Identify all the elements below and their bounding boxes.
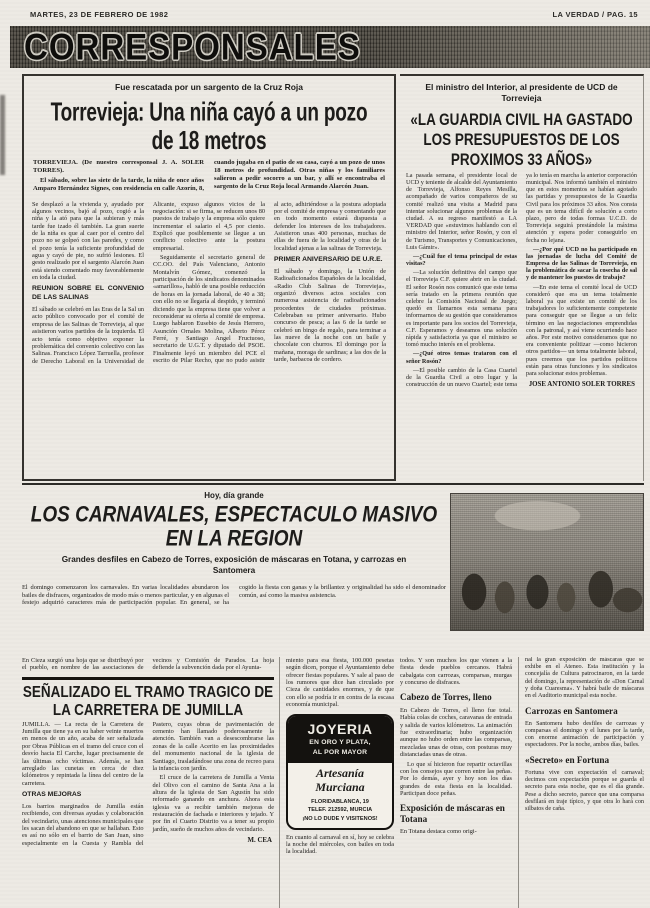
ad-joyeria	[286, 714, 394, 830]
body-paragraph: JUMILLA. — La recta de la Carretera de Jumilla que tiene ya en su haber veinte muertos en menos de un año, acaba de ser señalizada por Obras Públicas en el tramo del cruce con el desvío hacia El Carche, lugar precisamente de las últimas ocho víctimas. Además, se han arreglado las cunetas en cerca de diez kilómetros y repintada la línea del centro de la carretera.	[22, 720, 144, 787]
ad-address-line: FLORIDABLANCA, 19	[311, 799, 369, 806]
column-cabezo	[400, 657, 512, 908]
body-paragraph: En cuanto al carnaval en sí, hoy se celebra la noche del miércoles, con bailes en toda la localidad.	[286, 833, 394, 856]
ad-brand-line: Murciana	[315, 779, 365, 794]
body-paragraph: La pasada semana, el presidente local de UCD y teniente de alcalde del Ayuntamiento de Torrevieja, Alfonso Reyes Mesilla, acompañado de varios compañeros de su comité realizó una visita a Madrid para intentar solucionar algunos problemas de la ciudad. A su regreso manifestó a LA VERDAD que «estuvimos hablando con el ministro del Interior, señor Rosón, y con el de Turismo, Transportes y Comunicaciones, Luis Gámir».	[406, 171, 517, 251]
section-subhead: OTRAS MEJORAS	[22, 790, 82, 798]
body-paragraph: todos. Y son muchos los que vienen a la fiesta desde pueblos cercanos. Habrá cabalgata con carrozas, comparsas, murgas y concurso de disfraces.	[400, 657, 512, 687]
story-body	[32, 201, 386, 475]
page-date: MARTES, 23 DE FEBRERO DE 1982	[30, 10, 169, 19]
body-paragraph: nal la gran exposición de máscaras que se exhibe en el Ateneo. Esta institución y la concejalía de Cultura patrocinaron, en la tarde del domingo, la representación de «Don Carnal y doña Cuaresma». Y habrá baile de máscaras en el Auditorio municipal esta noche.	[525, 657, 644, 699]
body-paragraph: miento para esa fiesta, 100.000 pesetas según dicen, porque el Ayuntamiento debe ofrecer fiestas populares. Y sale al paso de los rumores que dice han circulado por Cieza de cantidades enormes, y de que con ello se podría ir en contra de la escasa economía municipal.	[286, 657, 394, 709]
story-body	[406, 172, 637, 481]
story-jumilla	[22, 683, 274, 903]
body-paragraph: En Santomera hubo desfiles de carrozas y comparsas el domingo y el lunes por la tarde, con enorme animación de participación y espectadores. Por la noche, ambos días, bailes.	[525, 720, 644, 749]
section-banner-title: CORRESPONSALES	[24, 25, 361, 68]
story-headline: SEÑALIZADO EL TRAMO TRAGICO DE LA CARRETERA DE JUMILLA	[22, 682, 274, 718]
byline: JOSE ANTONIO SOLER TORRES	[528, 381, 635, 389]
carnival-columns	[22, 657, 644, 908]
interview-question: —¿Por qué UCD no ha participado en las jornadas de lucha del Comité de Empresa de las Salinas de Torrevieja, en la problemática de sacar la cosecha de sal y de mantener los puestos de trabajo?	[526, 245, 637, 282]
body-paragraph: Fortuna vive con expectación el carnaval; decimos con expectación porque se guarda el secreto para esta noche, que es el día grande. Pese a dicho secreto, parece que una comparsa desfilará en traje típico, y que otra lo hará con silbatos de caña.	[525, 770, 644, 812]
ad-slogan-line: ¡NO LO DUDE Y VISITENOS!	[302, 815, 378, 822]
intro-paragraph: El sábado, sobre las siete de la tarde, la niña de once años Amparo Hernández Signes, con residencia en calle Azorín, 8, cuando jugaba en el patio de su casa, cayó a un pozo de unos 18 metros de profundidad. Otras niñas y los familiares salieron a pedir socorro a un bar, y allí se encontraba el sargento de la Cruz Roja local Armando Alarcón Juan.	[33, 158, 385, 193]
ad-subtitle: EN ORO Y PLATA,	[309, 738, 371, 746]
ad-title: JOYERIA	[307, 720, 373, 737]
ad-subtitle: AL POR MAYOR	[312, 748, 368, 756]
thick-rule	[22, 677, 274, 680]
lead-paragraph: El domingo comenzaron los carnavales. En varias localidades abundaron los bailes de disfraces, organizados de modo más o menos particular, y en algunas el festejo adquirió caracteres más de participación popular. En general, se ha cogido la fiesta con ganas y la brillantez y originalidad ha sido el denominador común, así como la masiva asistencia.	[22, 583, 446, 607]
story-headline: LOS CARNAVALES, ESPECTACULO MASIVO EN LA REGION	[30, 503, 438, 552]
top-stories-row	[22, 74, 644, 481]
page-header	[30, 10, 638, 19]
column-santomera-fortuna	[518, 657, 644, 908]
story-headline: Torrevieja: Una niña cayó a un pozo de 18 metros	[50, 99, 368, 157]
ad-header	[288, 716, 392, 763]
section-carnavales	[22, 483, 644, 905]
story-body	[22, 721, 274, 903]
body-paragraph: Lo que sí hicieron fue repartir octavillas con los consejos que corren entre las peñas. Por lo demás, ayer y hoy son los días grandes de esta fiesta en la localidad. Participan doce peñas.	[400, 760, 512, 797]
column-jumilla	[22, 657, 280, 908]
story-kicker: Hoy, día grande	[204, 491, 264, 500]
section-subhead: PRIMER ANIVERSARIO DE U.R.E.	[274, 256, 383, 264]
section-banner	[10, 26, 650, 68]
cieza-note	[22, 657, 274, 673]
body-paragraph: En Totana destaca como origi-	[400, 828, 477, 836]
story-kicker: El ministro del Interior, al presidente de UCD de Torrevieja	[425, 82, 618, 104]
carnival-header-zone	[22, 491, 644, 653]
section-head-santomera: Carrozas en Santomera	[525, 706, 618, 717]
ad-brand	[288, 763, 392, 797]
body-paragraph: —El posible cambio de la Casa Cuartel de la Guardia Civil a otro lugar y la construcción de un nuevo Cuartel; este tema ya lo tenía en marcha la anterior corporación municipal. Nos informó también el ministro que en estos momentos se habían agotado las partidas y presupuestos de la Guardia Civil para los próximos 33 años. Nos consta que es un tema difícil de solución a corto plazo, pero de todas formas U.C.D. de Torrevieja seguirá prestándole la máxima atención y espera poder conseguirlo en fecha no lejana.	[406, 171, 637, 389]
masthead-page-number: LA VERDAD / PAG. 15	[552, 10, 638, 19]
story-kicker: Fue rescatada por un sargento de la Cruz Roja	[115, 82, 303, 92]
body-paragraph: En Cieza surgió una hoja que se distribuyó por el pueblo, en nombre de las asociaciones de vecinos y Comisión de Parados. La hoja defiende la subvención dada por el Ayunta-	[22, 657, 274, 672]
carnival-crowd-photo	[450, 493, 644, 631]
byline: M. CEA	[247, 837, 272, 845]
body-paragraph: —En este tema el comité local de UCD consideró que era un tema totalmente laboral ya que existe un comité de los trabajadores lo suficientemente competente para conseguir que se llegue a un feliz término en las negociaciones emprendidas con la patronal, y así viene ocurriendo hace años. Por este motivo consideramos que no era conveniente politizar —como hicieron otros partidos— un tema totalmente laboral, pues creemos que los partidos políticos están para otras funciones y los sindicatos para solucionar estos problemas.	[526, 283, 637, 377]
scan-smudge	[0, 95, 5, 175]
story-torrevieja	[22, 74, 396, 481]
ad-address	[288, 796, 392, 827]
story-guardia-civil	[400, 74, 644, 481]
body-paragraph: En Cabezo de Torres, el lleno fue total. Había colas de coches, caravanas de entrada y salida de varios kilómetros. La animación fue extraordinaria; hubo organización aunque no hubo orden entre las comparsas, mezcladas unas de otras, con posturas muy distanciadas unas de otras.	[400, 707, 512, 759]
section-subhead: REUNION SOBRE EL CONVENIO DE LAS SALINAS	[32, 285, 144, 302]
section-head-totana: Exposición de máscaras en Totana	[400, 803, 505, 824]
story-headline: «LA GUARDIA CIVIL HA GASTADO LOS PRESUPUESTOS DE LOS PROXIMOS 33 AÑOS»	[410, 110, 633, 169]
body-paragraph: Seguidamente el secretario general de CC.OO. del País Valenciano, Antonio Montalvín Gómez, comenzó la participación de los sindicatos denominados «amarillos», habló de una posible reducción de horas en la jornada laboral, de 40 a 38; con ello no se llegaría al despido, y terminó diciendo que la empresa tiene que volver a reconsiderar su oferta al comité de empresa. Luego hablaron Eusebio de Jesús Herrero, Asunción Ornales Molina, Alberto Pérez Ferré, y Santiago Angel Fructuoso, secretario de U.G.T. y diputado del PSOE. Finalmente leyó un miembro del PCE el escrito de Pilar Recho, que no pudo asistir al acto, adhiriéndose a la postura adoptada por el comité de empresa y comentando que en todo momento estará dispuesta a defender los intereses de los trabajadores. Asistieron unas 400 personas, muchas de ellas de fuera de la localidad y otras de la localidad ajenas a las salinas de Torrevieja.	[153, 200, 386, 365]
column-ad	[286, 657, 394, 908]
story-lead	[22, 584, 446, 607]
body-paragraph: Se desplazó a la vivienda y, ayudado por algunos vecinos, bajó al pozo, cogió a la niña y la ató para que la subieran y más tarde fue izado él también. La gran suerte de la niña es que al caer por el centro del pozo no se golpeó con las paredes, y como el pozo tenía la suficiente profundidad de agua y cayó de pie, no sufrió lesiones. El gesto realizado por el sargento Alarcón Juan está siendo comentado muy favorablemente en toda la ciudad.	[32, 200, 144, 282]
interview-question: —¿Qué otros temas trataron con el señor Rosón?	[406, 350, 517, 365]
story-intro	[33, 159, 385, 194]
body-paragraph: El sábado se celebró en las Eras de la Sal un acto público convocado por el comité de empresa de las Salinas de Torrevieja, al que asistieron varios partidos de la izquierda. El acto tenía como objetivo exponer la problemática del convenio colectivo con las Salinas. Francisco López Tarruella, profesor de Derecho Laboral en la Universidad de Alicante, expuso algunos vicios de la negociación: si se firma, se reducen unos 80 puestos de trabajo y la empresa sólo quiere incrementar el salario el 4,5 por ciento. Explicó que posiblemente se llegue a un conflicto colectivo ante la postura empresarial.	[32, 200, 265, 365]
ad-phone-line: TELEF. 212592, MURCIA	[307, 807, 373, 814]
body-paragraph: Los barrios marginados de Jumilla están recibiendo, con diversas ayudas y colaboración del vecindario, unas atenciones municipales que les sacan del abandono en que se hallaban. Esto es así no sólo en el barrio de San Juan, sino especialmente en la Cuesta y Rambla del Pastero, cuyas obras de pavimentación de cemento han llamado poderosamente la atención. También van a desescombrarse las zonas de la calle Acerito en las proximidades del monumento nacional de la iglesia de Santiago, trasladándose una zona de recreo para la infancia con jardín.	[22, 720, 274, 847]
ad-brand-line: Artesanía	[315, 765, 364, 780]
section-head-cabezo: Cabezo de Torres, lleno	[400, 692, 492, 703]
story-deck: Grandes desfiles en Cabezo de Torres, exposición de máscaras en Totana, y carrozas en Santomera	[61, 554, 407, 576]
body-paragraph: —La solución definitiva del campo que el Torrevieja C.F. quiere abrir en la ciudad. El señor Rosón nos comunicó que este tema sería tratado en la primera reunión que celebre la Comisión Nacional de Juego; quedó en llamarnos esta semana para informarnos de su gestión que consideramos es importante para los socios del Torrevieja, C.F. Esperamos y deseamos una solución rápida y satisfactoria ya que el ministro se tomó mucho interés en el problema.	[406, 269, 517, 349]
body-paragraph: El sábado y domingo, la Unión de Radioaficionados Españoles de la localidad, «Radio Club Salinas de Torrevieja», organizó diversos actos sociales con numerosa asistencia de radioaficionados procedentes de ciudades próximas. Celebraban su primer aniversario. Hubo concurso de pesca; a las 6 de la tarde se celebró un bingo de regalo, para terminar a las nueve de la noche con un baile y chocolate con churros. El domingo por la mañana, moraga de sardinas; a las dos de la tarde, barbacoa de cordero.	[274, 267, 386, 364]
carnival-headlines	[22, 491, 446, 607]
section-head-fortuna: «Secreto» en Fortuna	[525, 755, 610, 766]
body-paragraph: El cruce de la carretera de Jumilla a Venta del Olivo con el camino de Santa Ana a la altura de la iglesia de San Agustín ha sido reformado ganando en anchura. Ahora esta iglesia va a recibir también mejoras de restauración de fachada e interiores y tejado. Y por fin el Cuarto Distrito va a tener su propio jardín, sueño de muchos años de vecindario.	[152, 774, 274, 833]
intro-paragraph: TORREVIEJA. (De nuestro corresponsal J. A. SOLER TORRES).	[33, 158, 204, 174]
interview-question: —¿Cuál fue el tema principal de estas visitas?	[406, 252, 517, 268]
